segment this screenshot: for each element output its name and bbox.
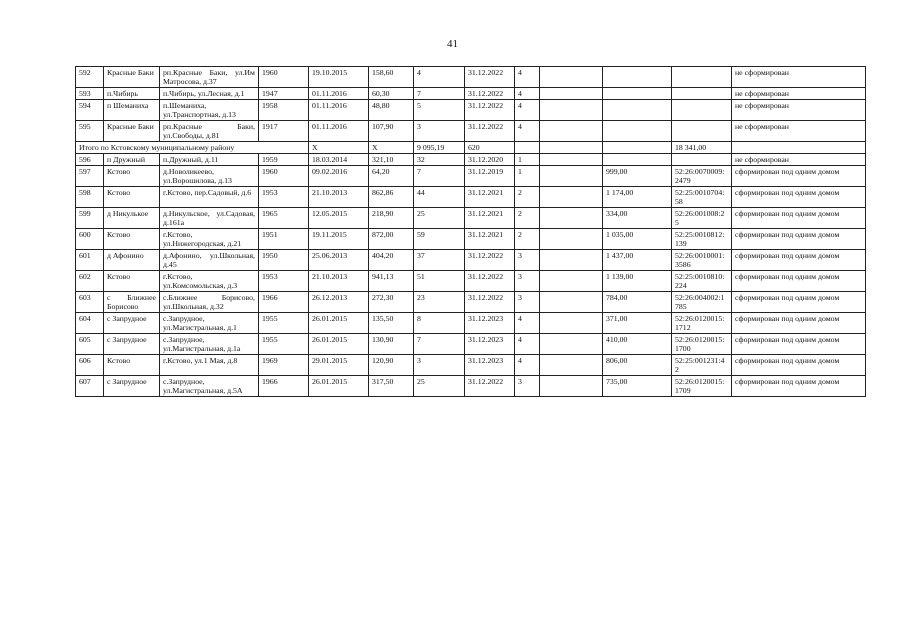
- table-row: [76, 313, 866, 334]
- table-cell: сформирован под одним домом: [732, 166, 866, 187]
- table-cell: Кстово: [104, 229, 160, 250]
- table-cell: 31.12.2021: [465, 229, 515, 250]
- table-cell: [515, 142, 540, 154]
- table-cell: 1953: [259, 187, 309, 208]
- table-cell: [603, 67, 672, 88]
- table-cell: д.Афонино, ул.Школьная, д.45: [160, 250, 259, 271]
- table-cell: 31.12.2022: [465, 376, 515, 397]
- table-cell: 64,20: [369, 166, 414, 187]
- table-cell: 12.05.2015: [309, 208, 369, 229]
- table-cell: п Дружный: [104, 154, 160, 166]
- table-cell: 862,86: [369, 187, 414, 208]
- table-cell: 1: [515, 154, 540, 166]
- table-cell: 593: [76, 88, 104, 100]
- table-cell: 606: [76, 355, 104, 376]
- table-cell: 594: [76, 100, 104, 121]
- table-cell: п.Шеманиха, ул.Транспортная, д.13: [160, 100, 259, 121]
- table-cell: 59: [414, 229, 465, 250]
- table-cell: Красные Баки: [104, 67, 160, 88]
- table-cell: рп.Красные Баки, ул.Свободы, д.81: [160, 121, 259, 142]
- table-row: [76, 154, 866, 166]
- housing-registry-table: [75, 66, 866, 397]
- table-cell: 597: [76, 166, 104, 187]
- table-cell: 1959: [259, 154, 309, 166]
- table-cell: 5: [414, 100, 465, 121]
- table-cell: 1966: [259, 376, 309, 397]
- table-cell: [672, 154, 732, 166]
- table-cell: 44: [414, 187, 465, 208]
- table-cell: 09.02.2016: [309, 166, 369, 187]
- table-cell: 1955: [259, 334, 309, 355]
- table-cell: 26.12.2013: [309, 292, 369, 313]
- table-cell: 3: [414, 121, 465, 142]
- table-cell: 130,90: [369, 334, 414, 355]
- table-cell: 1 174,00: [603, 187, 672, 208]
- table-cell: 52:25:0010704:58: [672, 187, 732, 208]
- table-row: [76, 334, 866, 355]
- table-cell: не сформирован: [732, 154, 866, 166]
- table-cell: 603: [76, 292, 104, 313]
- table-cell: 52:26:0070009:2479: [672, 166, 732, 187]
- table-cell: 31.12.2020: [465, 154, 515, 166]
- table-cell: 26.01.2015: [309, 376, 369, 397]
- table-cell: с.Запрудное, ул.Магистральная, д.1: [160, 313, 259, 334]
- table-cell: 21.10.2013: [309, 187, 369, 208]
- table-cell: 7: [414, 166, 465, 187]
- table-cell: [603, 100, 672, 121]
- table-cell: 107,90: [369, 121, 414, 142]
- table-cell: д.Новоликеево, ул.Ворошилова, д.13: [160, 166, 259, 187]
- table-cell: Кстово: [104, 271, 160, 292]
- table-cell: п Шеманиха: [104, 100, 160, 121]
- table-cell: 1960: [259, 67, 309, 88]
- table-cell: 19.10.2015: [309, 67, 369, 88]
- table-cell: [540, 100, 603, 121]
- table-cell: 600: [76, 229, 104, 250]
- table-cell: д Никулькое: [104, 208, 160, 229]
- table-cell: 52:26:004002:1785: [672, 292, 732, 313]
- table-cell: сформирован под одним домом: [732, 187, 866, 208]
- table-cell: 32: [414, 154, 465, 166]
- table-cell: рп.Красные Баки, ул.Им Матросова, д.37: [160, 67, 259, 88]
- table-cell: 48,80: [369, 100, 414, 121]
- table-cell: 2: [515, 187, 540, 208]
- table-cell: не сформирован: [732, 100, 866, 121]
- table-cell: 1 035,00: [603, 229, 672, 250]
- table-cell: 7: [414, 334, 465, 355]
- table-row: [76, 88, 866, 100]
- table-cell: 31.12.2022: [465, 88, 515, 100]
- table-total-row: [76, 142, 866, 154]
- table-cell: [540, 208, 603, 229]
- table-cell: п.Дружный, д.11: [160, 154, 259, 166]
- table-cell: [603, 88, 672, 100]
- table-cell: сформирован под одним домом: [732, 355, 866, 376]
- table-cell: 602: [76, 271, 104, 292]
- table-cell: 4: [414, 67, 465, 88]
- table-cell: 4: [515, 355, 540, 376]
- table-cell: 8: [414, 313, 465, 334]
- table-cell: [540, 376, 603, 397]
- table-cell: 595: [76, 121, 104, 142]
- table-cell: 26.01.2015: [309, 334, 369, 355]
- table-cell: [540, 292, 603, 313]
- table-cell: г.Кстово, ул.Комсомольская, д.3: [160, 271, 259, 292]
- table-cell: 51: [414, 271, 465, 292]
- table-cell: 01.11.2016: [309, 121, 369, 142]
- table-cell: 18.03.2014: [309, 154, 369, 166]
- table-cell: сформирован под одним домом: [732, 376, 866, 397]
- table-cell: Красные Баки: [104, 121, 160, 142]
- table-cell: сформирован под одним домом: [732, 313, 866, 334]
- table-cell: 596: [76, 154, 104, 166]
- table-cell: 31.12.2022: [465, 67, 515, 88]
- table-cell: 31.12.2022: [465, 100, 515, 121]
- table-cell: 317,50: [369, 376, 414, 397]
- table-cell: п.Чибирь, ул.Лесная, д.1: [160, 88, 259, 100]
- table-cell: 599: [76, 208, 104, 229]
- table-cell: 1953: [259, 271, 309, 292]
- table-cell: 31.12.2022: [465, 121, 515, 142]
- table-cell: [732, 142, 866, 154]
- table-cell: Х: [309, 142, 369, 154]
- table-cell: 1965: [259, 208, 309, 229]
- table-cell: 18 341,00: [672, 142, 732, 154]
- table-cell: 29.01.2015: [309, 355, 369, 376]
- table-cell: 4: [515, 313, 540, 334]
- table-row: [76, 292, 866, 313]
- table-cell: 52:26:001008:25: [672, 208, 732, 229]
- table-row: [76, 208, 866, 229]
- table-cell: 784,00: [603, 292, 672, 313]
- table-cell: 1955: [259, 313, 309, 334]
- table-cell: [540, 187, 603, 208]
- table-cell: 3: [414, 355, 465, 376]
- table-cell: 371,00: [603, 313, 672, 334]
- table-row: [76, 67, 866, 88]
- table-cell: 31.12.2023: [465, 355, 515, 376]
- table-cell: 1951: [259, 229, 309, 250]
- table-cell: [540, 67, 603, 88]
- table-row: [76, 376, 866, 397]
- table-cell: д.Никульское, ул.Садовая, д.161а: [160, 208, 259, 229]
- table-cell: [603, 154, 672, 166]
- table-cell: 410,00: [603, 334, 672, 355]
- table-cell: с Запрудное: [104, 376, 160, 397]
- table-cell: Кстово: [104, 187, 160, 208]
- table-row: [76, 100, 866, 121]
- table-cell: 01.11.2016: [309, 100, 369, 121]
- table-cell: 4: [515, 67, 540, 88]
- table-cell: [540, 229, 603, 250]
- table-cell: 37: [414, 250, 465, 271]
- table-cell: с.Ближнее Борисово, ул.Школьная, д.32: [160, 292, 259, 313]
- table-cell: 60,30: [369, 88, 414, 100]
- table-cell: 52:26:0120015:1700: [672, 334, 732, 355]
- table-cell: не сформирован: [732, 121, 866, 142]
- table-cell: 321,10: [369, 154, 414, 166]
- table-cell: 4: [515, 88, 540, 100]
- table-cell: [540, 142, 603, 154]
- table-cell: 218,90: [369, 208, 414, 229]
- table-cell: 158,60: [369, 67, 414, 88]
- table-cell: 1966: [259, 292, 309, 313]
- table-cell: [540, 355, 603, 376]
- table-cell: 1917: [259, 121, 309, 142]
- table-cell: [540, 313, 603, 334]
- table-cell: 334,00: [603, 208, 672, 229]
- table-cell: 620: [465, 142, 515, 154]
- table-cell: с Запрудное: [104, 334, 160, 355]
- table-cell: [672, 67, 732, 88]
- table-cell: 2: [515, 229, 540, 250]
- table-cell: 31.12.2023: [465, 313, 515, 334]
- table-cell: 272,30: [369, 292, 414, 313]
- table-cell: 52:26:0010001:3586: [672, 250, 732, 271]
- table-cell: 4: [515, 121, 540, 142]
- table-cell: 31.12.2022: [465, 250, 515, 271]
- table-cell: 1947: [259, 88, 309, 100]
- table-cell: 52:25:001231:42: [672, 355, 732, 376]
- table-cell: 1950: [259, 250, 309, 271]
- table-cell: 9 095,19: [414, 142, 465, 154]
- table-cell: сформирован под одним домом: [732, 208, 866, 229]
- table-cell: г.Кстово, ул.1 Мая, д.8: [160, 355, 259, 376]
- table-cell: 31.12.2023: [465, 334, 515, 355]
- table-cell: 31.12.2022: [465, 292, 515, 313]
- table-cell: сформирован под одним домом: [732, 229, 866, 250]
- table-row: [76, 166, 866, 187]
- table-cell: [603, 121, 672, 142]
- table-cell: 598: [76, 187, 104, 208]
- table-cell: 1969: [259, 355, 309, 376]
- table-cell: 592: [76, 67, 104, 88]
- table-cell: 52:26:0120015:1712: [672, 313, 732, 334]
- table-row: [76, 355, 866, 376]
- table-cell: 3: [515, 250, 540, 271]
- table-cell: [540, 334, 603, 355]
- table-cell: [540, 250, 603, 271]
- table-cell: 3: [515, 292, 540, 313]
- table-cell: [672, 88, 732, 100]
- table-cell: [672, 121, 732, 142]
- table-cell: 52:26:0120015:1709: [672, 376, 732, 397]
- table-cell: 135,50: [369, 313, 414, 334]
- table-cell: 7: [414, 88, 465, 100]
- table-cell: 601: [76, 250, 104, 271]
- table-cell: 52:25:0010812:139: [672, 229, 732, 250]
- page-number: 41: [447, 38, 458, 50]
- table-cell: не сформирован: [732, 88, 866, 100]
- table-cell: 1: [515, 166, 540, 187]
- table-cell: д Афонино: [104, 250, 160, 271]
- table-cell: с Ближнее Борисово: [104, 292, 160, 313]
- table-cell: п.Чибирь: [104, 88, 160, 100]
- table-row: [76, 121, 866, 142]
- table-cell: [540, 271, 603, 292]
- table-cell: 26.01.2015: [309, 313, 369, 334]
- table-cell: 735,00: [603, 376, 672, 397]
- table-cell: 1960: [259, 166, 309, 187]
- table-cell: [540, 166, 603, 187]
- table-row: [76, 271, 866, 292]
- table-cell: 25: [414, 208, 465, 229]
- table-cell: 31.12.2021: [465, 187, 515, 208]
- table-cell: г.Кстово, пер.Садовый, д.6: [160, 187, 259, 208]
- table-cell: с Запрудное: [104, 313, 160, 334]
- table-cell: не сформирован: [732, 67, 866, 88]
- table-row: [76, 229, 866, 250]
- table-cell: [540, 121, 603, 142]
- table-cell: 19.11.2015: [309, 229, 369, 250]
- table-cell: [603, 142, 672, 154]
- table-cell: 31.12.2021: [465, 208, 515, 229]
- table-row: [76, 187, 866, 208]
- table-cell: 1958: [259, 100, 309, 121]
- table-cell: 605: [76, 334, 104, 355]
- table-cell: с.Запрудное, ул.Магистральная, д.1а: [160, 334, 259, 355]
- table-cell: сформирован под одним домом: [732, 292, 866, 313]
- table-cell: Кстово: [104, 166, 160, 187]
- table-cell: 21.10.2013: [309, 271, 369, 292]
- table-cell: 607: [76, 376, 104, 397]
- table-cell: 604: [76, 313, 104, 334]
- table-cell: Кстово: [104, 355, 160, 376]
- table-cell: 3: [515, 376, 540, 397]
- table-cell: 941,13: [369, 271, 414, 292]
- table-cell: 3: [515, 271, 540, 292]
- table-cell: 25: [414, 376, 465, 397]
- total-label: Итого по Кстовскому муниципальному району: [76, 142, 309, 154]
- table-cell: [540, 154, 603, 166]
- table-cell: [540, 88, 603, 100]
- table-cell: 31.12.2022: [465, 271, 515, 292]
- table-cell: 872,00: [369, 229, 414, 250]
- table-cell: 23: [414, 292, 465, 313]
- table-cell: сформирован под одним домом: [732, 271, 866, 292]
- table-cell: 120,90: [369, 355, 414, 376]
- table-cell: 2: [515, 208, 540, 229]
- table-cell: 999,00: [603, 166, 672, 187]
- table-row: [76, 250, 866, 271]
- table-cell: 25.06.2013: [309, 250, 369, 271]
- table-cell: [672, 100, 732, 121]
- table-cell: сформирован под одним домом: [732, 250, 866, 271]
- table-cell: 1 437,00: [603, 250, 672, 271]
- table-cell: 4: [515, 334, 540, 355]
- table-cell: Х: [369, 142, 414, 154]
- table-cell: 01.11.2016: [309, 88, 369, 100]
- table-cell: 1 139,00: [603, 271, 672, 292]
- table-cell: 52:25:0010810:224: [672, 271, 732, 292]
- table-cell: 404,20: [369, 250, 414, 271]
- table-cell: 31.12.2019: [465, 166, 515, 187]
- table-cell: г.Кстово, ул.Нижегородская, д.21: [160, 229, 259, 250]
- table-cell: с.Запрудное, ул.Магистральная, д.5А: [160, 376, 259, 397]
- table-cell: сформирован под одним домом: [732, 334, 866, 355]
- table-cell: 806,00: [603, 355, 672, 376]
- table-cell: 4: [515, 100, 540, 121]
